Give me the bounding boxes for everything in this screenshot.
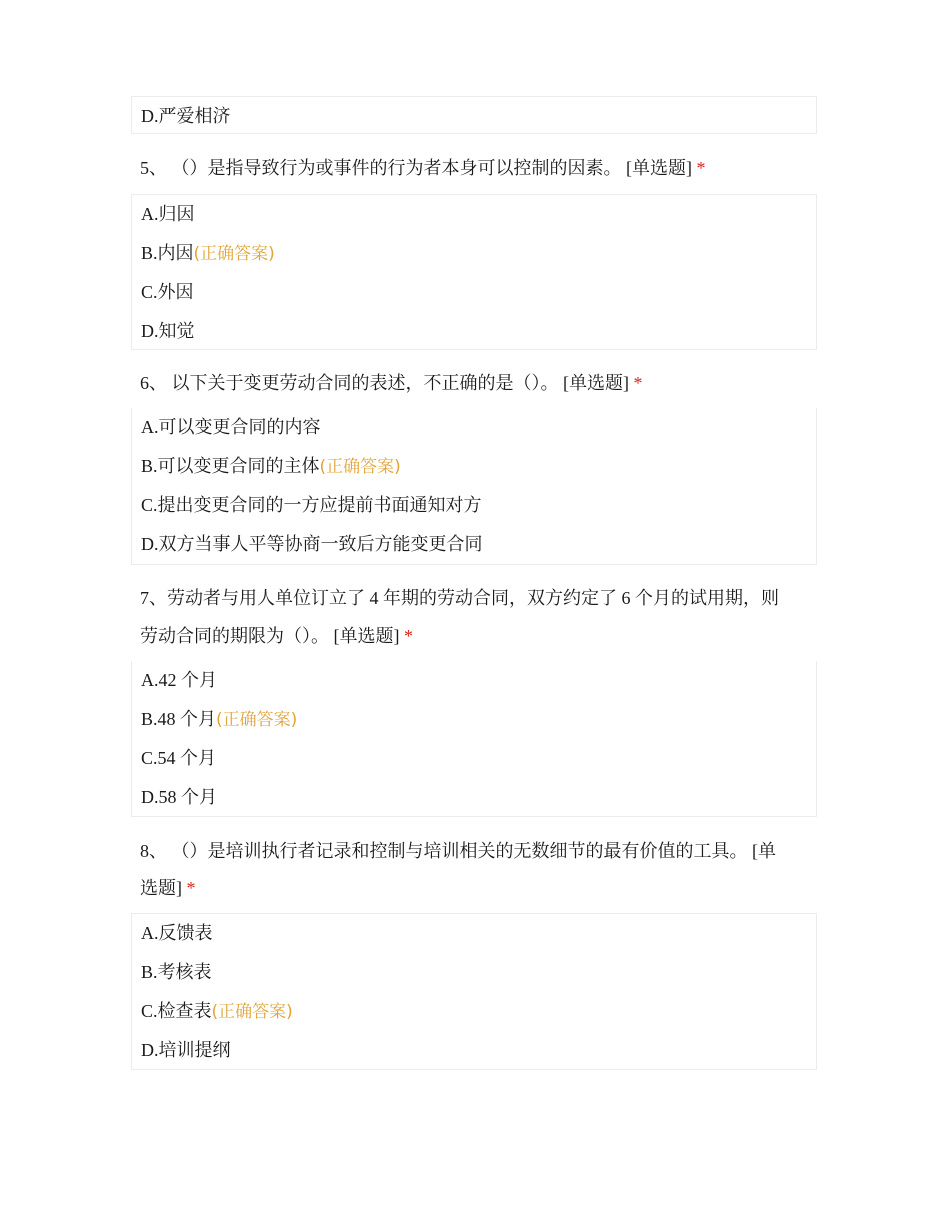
option-q8-c[interactable]: [141, 1001, 293, 1022]
required-asterisk: *: [633, 373, 643, 393]
question-6: [140, 373, 643, 393]
option-label: B.考核表: [141, 962, 212, 982]
required-asterisk: *: [404, 626, 413, 646]
option-box-q5: [131, 194, 817, 350]
option-label: A.反馈表: [141, 923, 213, 943]
option-label: D.培训提纲: [141, 1040, 231, 1060]
option-box-q6: [131, 408, 817, 565]
correct-answer-tag: (正确答案): [319, 457, 401, 477]
required-asterisk: *: [696, 158, 706, 178]
question-7-line-1: [140, 588, 779, 608]
option-box-q7: [131, 661, 817, 817]
option-q7-c[interactable]: [141, 748, 216, 768]
question-5: [140, 158, 706, 178]
correct-answer-tag: (正确答案): [216, 710, 298, 730]
question-text: 选题]: [140, 878, 182, 898]
option-q4-d[interactable]: [141, 106, 231, 126]
option-q8-a[interactable]: [141, 923, 213, 943]
question-text: 7、劳动者与用人单位订立了 4 年期的劳动合同，双方约定了 6 个月的试用期，则: [140, 588, 779, 608]
question-8-line-2: [140, 878, 196, 898]
question-text: 劳动合同的期限为（）。 [单选题]: [140, 626, 400, 646]
option-q6-d[interactable]: [141, 534, 483, 554]
option-q5-c[interactable]: [141, 282, 194, 302]
correct-answer-tag: (正确答案): [211, 1002, 293, 1022]
option-q6-c[interactable]: [141, 495, 482, 515]
required-asterisk: *: [186, 878, 196, 898]
question-text: 6、 以下关于变更劳动合同的表述，不正确的是（）。 [单选题]: [140, 373, 629, 393]
option-label: D.严爱相济: [141, 106, 231, 126]
correct-answer-tag: (正确答案): [193, 244, 275, 264]
option-label: B.可以变更合同的主体: [141, 456, 320, 476]
option-label: C.检查表: [141, 1001, 212, 1021]
option-label: D.知觉: [141, 321, 195, 341]
option-label: B.48 个月: [141, 709, 217, 729]
option-q7-d[interactable]: [141, 787, 217, 807]
option-label: A.可以变更合同的内容: [141, 417, 321, 437]
option-q6-a[interactable]: [141, 417, 321, 437]
option-q5-a[interactable]: [141, 204, 195, 224]
question-text: 8、 （）是培训执行者记录和控制与培训相关的无数细节的最有价值的工具。 [单: [140, 841, 776, 861]
option-box-q4: [131, 96, 817, 134]
option-label: B.内因: [141, 243, 194, 263]
question-text: 5、 （）是指导致行为或事件的行为者本身可以控制的因素。 [单选题]: [140, 158, 692, 178]
option-label: C.外因: [141, 282, 194, 302]
question-7-line-2: [140, 626, 413, 646]
option-q8-b[interactable]: [141, 962, 212, 982]
option-q7-a[interactable]: [141, 670, 217, 690]
option-label: D.58 个月: [141, 787, 217, 807]
option-label: C.提出变更合同的一方应提前书面通知对方: [141, 495, 482, 515]
option-q7-b[interactable]: [141, 709, 297, 730]
option-label: A.归因: [141, 204, 195, 224]
option-q5-b[interactable]: [141, 243, 275, 264]
option-label: D.双方当事人平等协商一致后方能变更合同: [141, 534, 483, 554]
option-label: C.54 个月: [141, 748, 217, 768]
option-q6-b[interactable]: [141, 456, 401, 477]
option-q5-d[interactable]: [141, 321, 195, 341]
option-q8-d[interactable]: [141, 1040, 231, 1060]
option-label: A.42 个月: [141, 670, 217, 690]
question-8-line-1: [140, 841, 776, 861]
option-box-q8: [131, 913, 817, 1070]
